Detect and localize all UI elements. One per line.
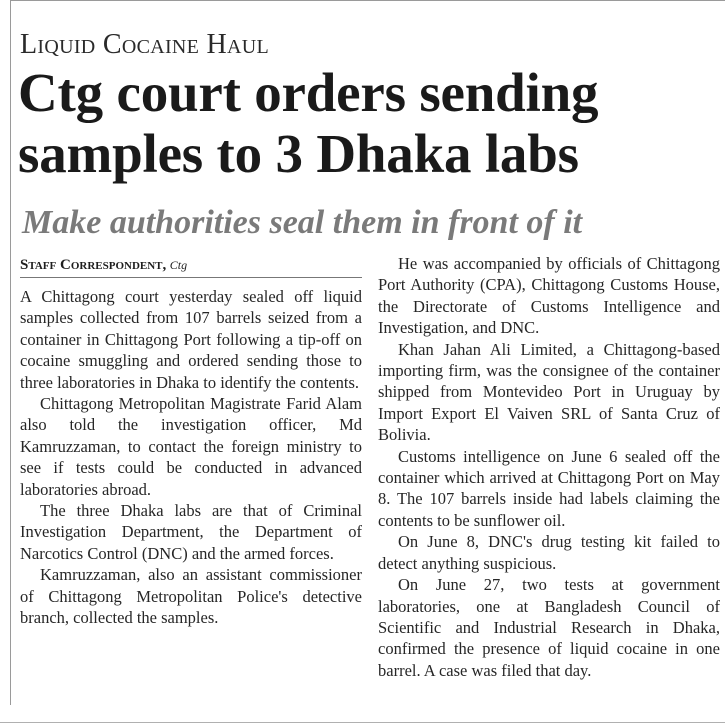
paragraph: On June 27, two tests at government laboratories, one at Bangladesh Council of Scientific and Industrial Research in Dhaka, confirmed the presence of liquid cocaine in one barrel. A case was filed that day. (378, 575, 720, 680)
paragraph: Khan Jahan Ali Limited, a Chittagong-based importing firm, was the consignee of the container shipped from Montevideo Port in Uruguay by Import Export El Vaiven SRL of Santa Cruz of Bolivia. (378, 339, 720, 445)
byline-name: Staff Correspondent, (20, 257, 167, 273)
column-divider (370, 256, 371, 706)
article-column-1 (20, 286, 362, 629)
paragraph: A Chittagong court yesterday sealed off liquid samples collected from 107 barrels seized from a container in Chittagong Port following a tip-off on cocaine smuggling and ordered sending those to three laboratories in Dhaka to identify the contents. (20, 287, 362, 392)
headline-line-2: samples to 3 Dhaka labs (18, 123, 579, 184)
headline-line-1: Ctg court orders sending (18, 62, 599, 123)
subheadline: Make authorities seal them in front of it (22, 204, 583, 241)
frame-left-border (10, 0, 11, 705)
paragraph: On June 8, DNC's drug testing kit failed to detect anything suspicious. (378, 532, 720, 573)
kicker: Liquid Cocaine Haul (20, 29, 270, 60)
paragraph: He was accompanied by officials of Chittagong Port Authority (CPA), Chittagong Customs House, the Directorate of Customs Intelligence and Investigation, and DNC. (378, 254, 720, 338)
paragraph: The three Dhaka labs are that of Criminal Investigation Department, the Department of Narcotics Control (DNC) and the armed forces. (20, 501, 362, 563)
byline (20, 256, 362, 278)
paragraph: Customs intelligence on June 6 sealed off the container which arrived at Chittagong Port on May 8. The 107 barrels inside had labels claiming the contents to be sunflower oil. (378, 446, 720, 530)
paragraph: Chittagong Metropolitan Magistrate Farid Alam also told the investigation officer, Md Kamruzzaman, to contact the foreign ministry to see if tests could be conducted in advanced laboratories abroad. (20, 394, 362, 499)
frame-bottom-border (0, 722, 725, 723)
paragraph: Kamruzzaman, also an assistant commissioner of Chittagong Metropolitan Police's detective branch, collected the samples. (20, 565, 362, 628)
headline (18, 62, 723, 184)
byline-location: Ctg (169, 258, 188, 272)
article-column-2 (378, 253, 720, 681)
